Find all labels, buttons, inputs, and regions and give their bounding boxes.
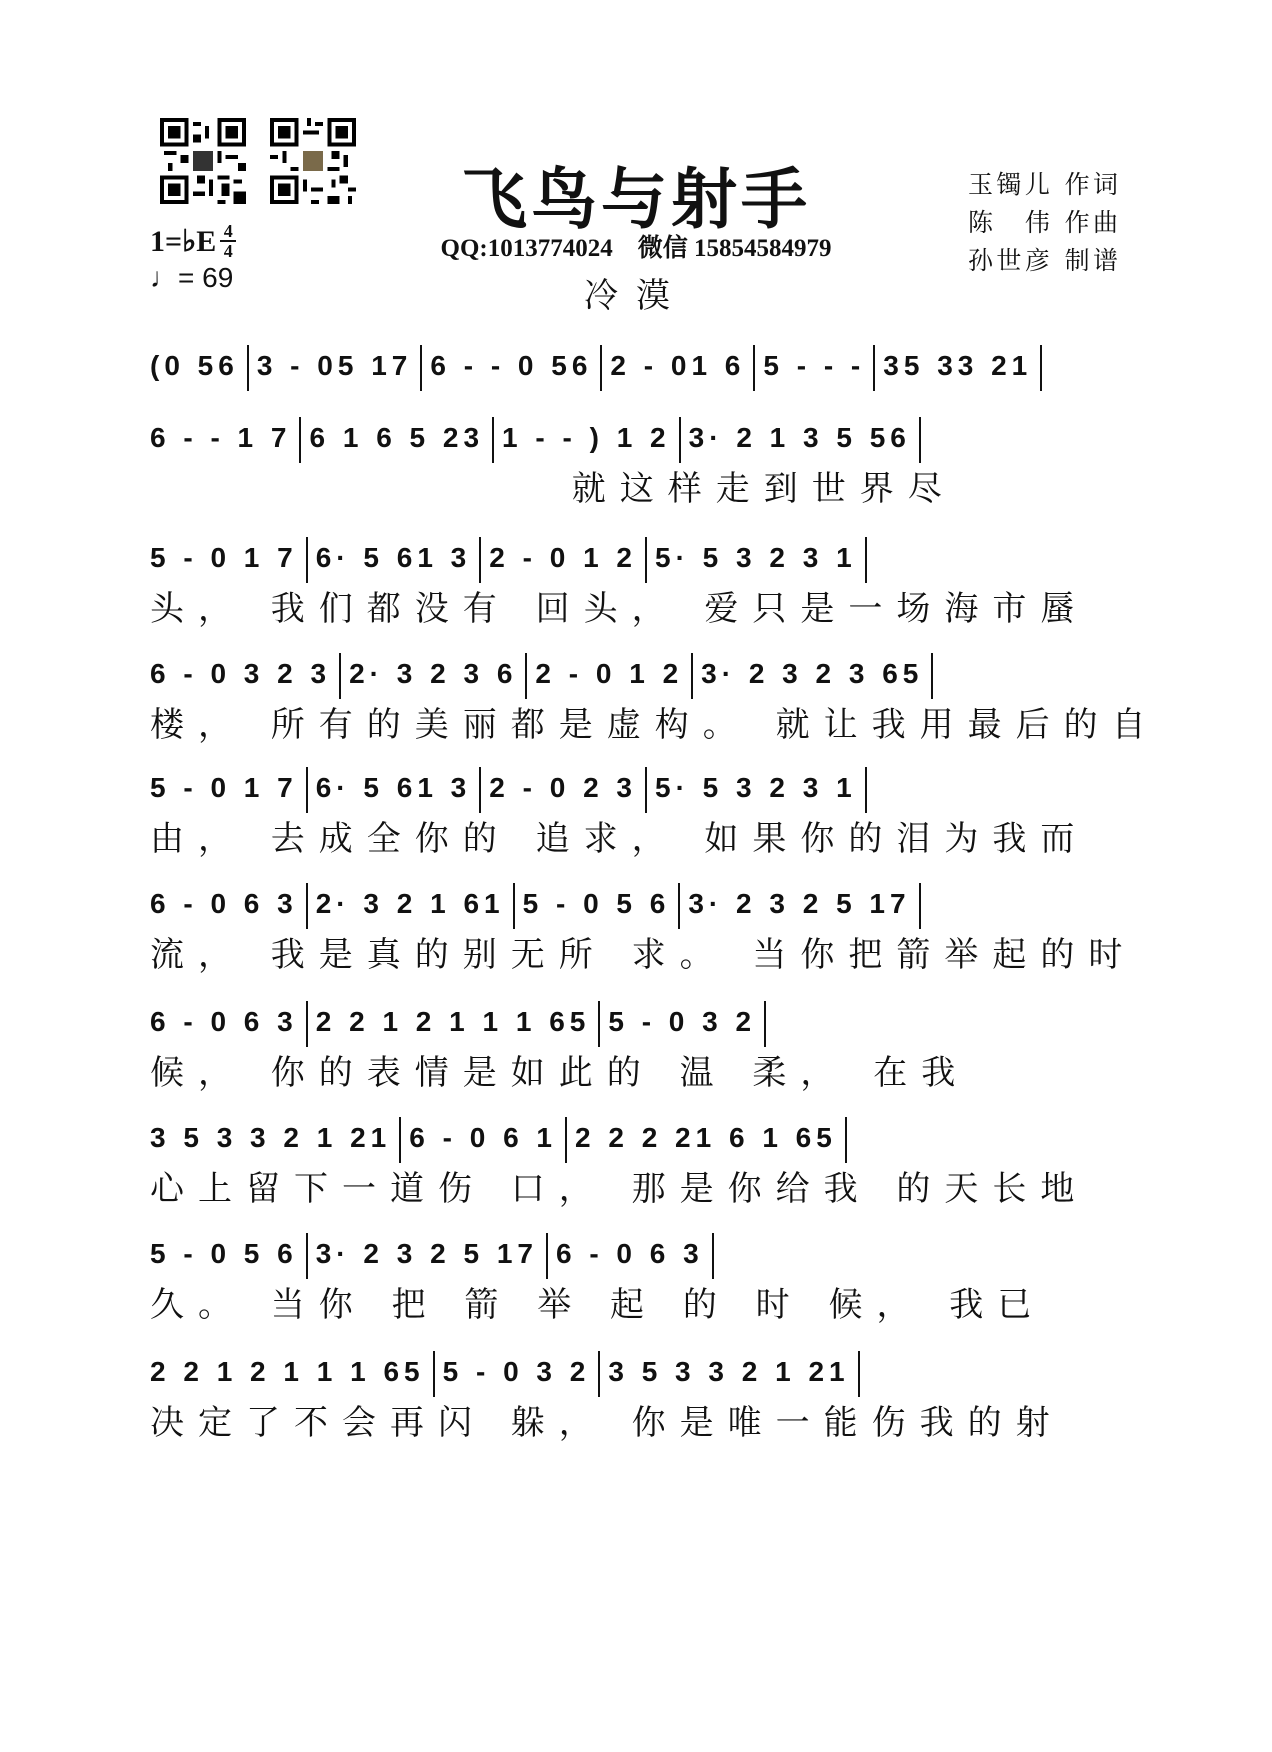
notation-line xyxy=(150,648,1124,700)
measure: 3· 2 1 3 5 56 xyxy=(688,422,911,453)
measure: 6 - - 1 7 xyxy=(150,422,292,453)
measure: 3 5 3 3 2 1 21 xyxy=(608,1356,850,1387)
barline xyxy=(492,417,494,463)
barline xyxy=(306,1233,308,1279)
measure: 5 - 0 3 2 xyxy=(442,1356,591,1387)
notation-line xyxy=(150,532,1124,584)
notation-line xyxy=(150,412,1124,464)
barline xyxy=(919,883,921,929)
score-row xyxy=(150,412,1124,514)
measure: 3 5 3 3 2 1 21 xyxy=(150,1122,392,1153)
barline xyxy=(306,537,308,583)
barline xyxy=(678,883,680,929)
measure: 6 - 0 6 3 xyxy=(150,888,298,919)
measure: 5 - 0 5 6 xyxy=(522,888,671,919)
barline xyxy=(845,1117,847,1163)
song-title: 飞鸟与射手 xyxy=(461,160,811,238)
measure: (0 56 xyxy=(150,350,239,381)
contact-info: QQ:1013774024 微信 15854584979 xyxy=(440,235,832,262)
lyric-line: 流， 我是真的别无所 求。 当你把箭举起的时 xyxy=(150,935,1137,975)
lyric-line: 头， 我们都没有 回头， 爱只是一场海市蜃 xyxy=(150,589,1089,629)
barline xyxy=(399,1117,401,1163)
lyric-line: 楼， 所有的美丽都是虚构。 就让我用最后的自 xyxy=(150,705,1160,745)
lyric-line: 就这样走到世界尽 xyxy=(150,469,956,509)
measure: 2 2 1 2 1 1 1 65 xyxy=(315,1006,591,1037)
barline xyxy=(420,345,422,391)
score-row xyxy=(150,648,1160,750)
measure: 2 2 1 2 1 1 1 65 xyxy=(150,1356,425,1387)
barline xyxy=(645,767,647,813)
lyric-line: 心上留下一道伤 口， 那是你给我 的天长地 xyxy=(150,1169,1089,1209)
measure: 35 33 21 xyxy=(883,350,1033,381)
notation-line xyxy=(150,340,1124,392)
measure: 6 - 0 6 3 xyxy=(555,1238,704,1269)
barline xyxy=(546,1233,548,1279)
measure: 5 - 0 5 6 xyxy=(150,1238,298,1269)
measure: 2· 3 2 1 61 xyxy=(315,888,505,919)
barline xyxy=(753,345,755,391)
time-signature-bottom: 4 xyxy=(223,241,233,261)
barline xyxy=(479,767,481,813)
lyricist-credit: 玉镯儿 作词 xyxy=(968,170,1118,199)
measure: 2 - 0 1 2 xyxy=(489,542,637,573)
measure: 6· 5 61 3 xyxy=(315,542,472,573)
measure: 5· 5 3 2 3 1 xyxy=(655,772,857,803)
score-row xyxy=(150,1346,1124,1448)
score-row xyxy=(150,1112,1124,1214)
barline xyxy=(306,1001,308,1047)
measure: 3· 2 3 2 3 65 xyxy=(701,658,924,689)
measure: 2 2 2 21 6 1 65 xyxy=(575,1122,837,1153)
measure: 2· 3 2 3 6 xyxy=(349,658,518,689)
barline xyxy=(513,883,515,929)
tempo-marking: ♩= 69 xyxy=(150,262,234,293)
composer-credit: 陈 伟 作曲 xyxy=(968,208,1118,237)
measure: 2 - 0 1 2 xyxy=(535,658,684,689)
credits xyxy=(968,166,1118,280)
key-label: 1=♭E xyxy=(150,224,217,258)
barline xyxy=(600,345,602,391)
key-signature xyxy=(150,222,236,260)
barline xyxy=(299,417,301,463)
measure: 6· 5 61 3 xyxy=(315,772,472,803)
notation-line xyxy=(150,996,1124,1048)
measure: 3 - 05 17 xyxy=(256,350,413,381)
measure: 1 - - ) 1 2 xyxy=(502,422,671,453)
notation-line xyxy=(150,878,1124,930)
score-row xyxy=(150,996,1124,1098)
barline xyxy=(525,653,527,699)
time-signature xyxy=(220,222,236,260)
barline xyxy=(919,417,921,463)
score-row xyxy=(150,878,1137,980)
barline xyxy=(433,1351,435,1397)
measure: 5 - - - xyxy=(763,350,866,381)
barline xyxy=(479,537,481,583)
measure: 6 - 0 6 1 xyxy=(409,1122,557,1153)
measure: 5 - 0 3 2 xyxy=(608,1006,757,1037)
lyric-line: 候， 你的表情是如此的 温 柔， 在我 xyxy=(150,1053,970,1093)
measure: 5 - 0 1 7 xyxy=(150,542,298,573)
measure: 6 1 6 5 23 xyxy=(309,422,485,453)
lyric-line: 决定了不会再闪 躲， 你是唯一能伤我的射 xyxy=(150,1403,1064,1443)
barline xyxy=(306,883,308,929)
barline xyxy=(306,767,308,813)
barline xyxy=(598,1351,600,1397)
notation-line xyxy=(150,1112,1124,1164)
barline xyxy=(247,345,249,391)
barline xyxy=(712,1233,714,1279)
barline xyxy=(598,1001,600,1047)
score-row xyxy=(150,532,1124,634)
score-row xyxy=(150,762,1124,864)
measure: 6 - 0 3 2 3 xyxy=(150,658,332,689)
barline xyxy=(679,417,681,463)
barline xyxy=(873,345,875,391)
barline xyxy=(931,653,933,699)
measure: 6 - - 0 56 xyxy=(430,350,593,381)
singer-name: 冷漠 xyxy=(584,276,688,316)
measure: 6 - 0 6 3 xyxy=(150,1006,298,1037)
barline xyxy=(1040,345,1042,391)
barline xyxy=(858,1351,860,1397)
lyric-line: 久。 当你 把 箭 举 起 的 时 候， 我已 xyxy=(150,1285,1046,1325)
barline xyxy=(565,1117,567,1163)
barline xyxy=(339,653,341,699)
barline xyxy=(865,767,867,813)
measure: 3· 2 3 2 5 17 xyxy=(315,1238,538,1269)
lyric-line: 由， 去成全你的 追求， 如果你的泪为我而 xyxy=(150,819,1089,859)
barline xyxy=(645,537,647,583)
measure: 2 - 01 6 xyxy=(610,350,746,381)
measure: 3· 2 3 2 5 17 xyxy=(688,888,911,919)
notation-line xyxy=(150,762,1124,814)
score-row xyxy=(150,1228,1124,1330)
barline xyxy=(691,653,693,699)
measure: 5 - 0 1 7 xyxy=(150,772,298,803)
barline xyxy=(764,1001,766,1047)
notation-line xyxy=(150,1346,1124,1398)
barline xyxy=(865,537,867,583)
arranger-credit: 孙世彦 制谱 xyxy=(968,246,1118,275)
measure: 5· 5 3 2 3 1 xyxy=(655,542,857,573)
notation-line xyxy=(150,1228,1124,1280)
time-signature-top: 4 xyxy=(223,221,233,241)
measure: 2 - 0 2 3 xyxy=(489,772,637,803)
